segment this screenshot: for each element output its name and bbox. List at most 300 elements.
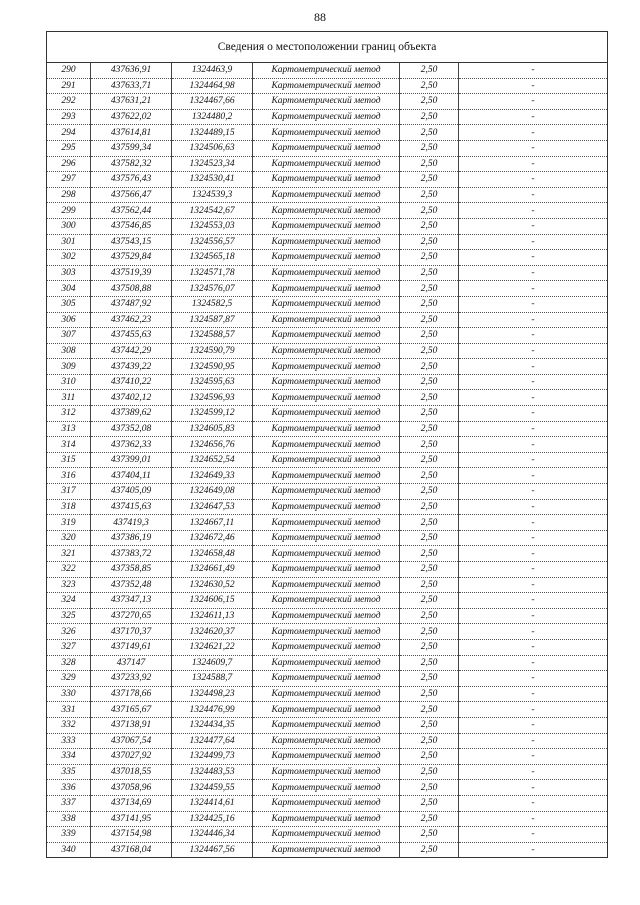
point-number-cell: 305	[47, 296, 91, 312]
precision-cell: 2,50	[400, 655, 459, 671]
coord-y-cell: 1324652,54	[172, 452, 253, 468]
precision-cell: 2,50	[400, 749, 459, 765]
coord-x-cell: 437543,15	[91, 234, 172, 250]
point-number-cell: 323	[47, 577, 91, 593]
point-number-cell: 332	[47, 717, 91, 733]
description-cell: -	[459, 764, 608, 780]
point-number-cell: 316	[47, 468, 91, 484]
coord-x-cell: 437415,63	[91, 499, 172, 515]
section-title: Сведения о местоположении границ объекта	[47, 32, 607, 63]
table-row	[47, 546, 607, 562]
coord-y-cell: 1324620,37	[172, 624, 253, 640]
description-cell: -	[459, 484, 608, 500]
precision-cell: 2,50	[400, 250, 459, 266]
precision-cell: 2,50	[400, 671, 459, 687]
coord-y-cell: 1324596,93	[172, 390, 253, 406]
coord-y-cell: 1324658,48	[172, 546, 253, 562]
description-cell: -	[531, 844, 535, 855]
point-number-cell: 295	[47, 140, 91, 156]
method-cell: Картометрический метод	[253, 250, 400, 266]
coord-x-cell: 437147	[91, 655, 172, 671]
method-cell: Картометрический метод	[253, 827, 400, 843]
coord-y-cell: 1324611,13	[172, 608, 253, 624]
method-cell: Картометрический метод	[253, 140, 400, 156]
precision-cell: 2,50	[400, 94, 459, 110]
description-cell: -	[459, 359, 608, 375]
description-cell: -	[459, 125, 608, 141]
point-number-cell: 313	[47, 421, 91, 437]
coord-x-cell: 437529,84	[91, 250, 172, 266]
precision-cell: 2,50	[400, 686, 459, 702]
boundary-table-sheet	[46, 31, 608, 858]
coord-y-cell: 1324565,18	[172, 250, 253, 266]
method-cell: Картометрический метод	[253, 686, 400, 702]
precision-cell: 2,50	[400, 795, 459, 811]
coord-y-cell: 1324556,57	[172, 234, 253, 250]
precision-cell: 2,50	[400, 140, 459, 156]
coord-x-cell: 437462,23	[91, 312, 172, 328]
table-row	[47, 639, 607, 655]
description-cell: -	[459, 780, 608, 796]
table-row	[47, 530, 607, 546]
coord-y-cell: 1324606,15	[172, 593, 253, 609]
table-row	[47, 78, 607, 94]
coord-x-cell: 437599,34	[91, 140, 172, 156]
precision-cell: 2,50	[400, 172, 459, 188]
table-row	[47, 827, 607, 843]
method-cell: Картометрический метод	[253, 78, 400, 94]
description-cell: -	[459, 686, 608, 702]
coord-y-cell: 1324588,57	[172, 328, 253, 344]
method-cell: Картометрический метод	[253, 265, 400, 281]
table-row	[47, 452, 607, 468]
table-row	[47, 577, 607, 593]
precision-cell: 2,50	[400, 109, 459, 125]
description-cell: -	[459, 328, 608, 344]
coord-y-cell: 1324595,63	[172, 374, 253, 390]
coord-x-cell: 437386,19	[91, 530, 172, 546]
coord-y-cell: 1324446,34	[172, 827, 253, 843]
coord-y-cell: 1324667,11	[172, 515, 253, 531]
coord-y-cell: 1324523,34	[172, 156, 253, 172]
coord-y-cell: 1324476,99	[172, 702, 253, 718]
method-cell: Картометрический метод	[253, 109, 400, 125]
precision-cell: 2,50	[400, 562, 459, 578]
table-row	[47, 780, 607, 796]
table-row	[47, 328, 607, 344]
coord-y-cell: 1324590,95	[172, 359, 253, 375]
coord-x-cell: 437165,67	[91, 702, 172, 718]
coord-y-cell: 1324542,67	[172, 203, 253, 219]
point-number-cell: 314	[47, 437, 91, 453]
coord-y-cell: 1324553,03	[172, 218, 253, 234]
point-number-cell: 324	[47, 593, 91, 609]
method-cell: Картометрический метод	[253, 546, 400, 562]
description-cell: -	[459, 172, 608, 188]
table-row	[47, 203, 607, 219]
table-row	[47, 717, 607, 733]
table-row	[47, 608, 607, 624]
coord-y-cell: 1324590,79	[172, 343, 253, 359]
coord-x-cell: 437442,29	[91, 343, 172, 359]
coord-y-cell: 1324599,12	[172, 406, 253, 422]
coord-x-cell: 437519,39	[91, 265, 172, 281]
coord-x-cell: 437233,92	[91, 671, 172, 687]
description-cell: -	[459, 811, 608, 827]
table-row	[47, 281, 607, 297]
point-number-cell: 308	[47, 343, 91, 359]
coordinates-table	[47, 63, 607, 857]
coord-x-cell: 437154,98	[91, 827, 172, 843]
point-number-cell: 298	[47, 187, 91, 203]
point-number-cell: 300	[47, 218, 91, 234]
coord-x-cell: 437410,22	[91, 374, 172, 390]
coord-x-cell: 437399,01	[91, 452, 172, 468]
precision-cell: 2,50	[400, 63, 459, 78]
coord-y-cell: 1324530,41	[172, 172, 253, 188]
table-row	[47, 593, 607, 609]
table-row	[47, 94, 607, 110]
table-row	[47, 265, 607, 281]
precision-cell: 2,50	[400, 328, 459, 344]
description-cell: -	[459, 140, 608, 156]
table-row	[47, 359, 607, 375]
coord-x-cell: 437546,85	[91, 218, 172, 234]
precision-cell: 2,50	[400, 203, 459, 219]
coord-x-cell: 437352,48	[91, 577, 172, 593]
coord-y-cell: 1324434,35	[172, 717, 253, 733]
table-row	[47, 749, 607, 765]
table-row	[47, 312, 607, 328]
table-row	[47, 624, 607, 640]
coord-y-cell: 1324489,15	[172, 125, 253, 141]
precision-cell: 2,50	[400, 702, 459, 718]
method-cell: Картометрический метод	[253, 374, 400, 390]
point-number-cell: 302	[47, 250, 91, 266]
method-cell: Картометрический метод	[253, 187, 400, 203]
point-number-cell: 317	[47, 484, 91, 500]
precision-cell: 2,50	[400, 530, 459, 546]
coord-y-cell: 1324539,3	[172, 187, 253, 203]
coordinates-table-body	[47, 63, 607, 857]
method-cell: Картометрический метод	[253, 421, 400, 437]
table-row	[47, 390, 607, 406]
coord-x-cell: 437270,65	[91, 608, 172, 624]
coord-y-cell: 1324587,87	[172, 312, 253, 328]
description-cell: -	[459, 624, 608, 640]
table-row	[47, 671, 607, 687]
coord-x-cell: 437562,44	[91, 203, 172, 219]
table-row	[47, 63, 607, 78]
description-cell: -	[459, 281, 608, 297]
description-cell: -	[459, 78, 608, 94]
coord-y-cell: 1324414,61	[172, 795, 253, 811]
method-cell: Картометрический метод	[253, 437, 400, 453]
coord-x-cell: 437383,72	[91, 546, 172, 562]
description-cell: -	[459, 250, 608, 266]
table-row	[47, 296, 607, 312]
point-number-cell: 312	[47, 406, 91, 422]
point-number-cell: 309	[47, 359, 91, 375]
precision-cell: 2,50	[400, 437, 459, 453]
coord-x-cell: 437622,02	[91, 109, 172, 125]
coord-x-cell: 437633,71	[91, 78, 172, 94]
precision-cell: 2,50	[400, 265, 459, 281]
table-row	[47, 421, 607, 437]
coord-x-cell: 437508,88	[91, 281, 172, 297]
table-row	[47, 218, 607, 234]
coord-y-cell: 1324582,5	[172, 296, 253, 312]
method-cell: Картометрический метод	[253, 406, 400, 422]
method-cell: Картометрический метод	[253, 811, 400, 827]
table-row	[47, 562, 607, 578]
precision-cell: 2,50	[400, 312, 459, 328]
precision-cell: 2,50	[400, 452, 459, 468]
coord-y-cell: 1324506,63	[172, 140, 253, 156]
coord-y-cell: 1324477,64	[172, 733, 253, 749]
method-cell: Картометрический метод	[253, 577, 400, 593]
coord-x-cell: 437027,92	[91, 749, 172, 765]
method-cell: Картометрический метод	[253, 593, 400, 609]
point-number-cell: 318	[47, 499, 91, 515]
coord-x-cell: 437168,04	[91, 842, 172, 857]
description-cell: -	[459, 421, 608, 437]
description-cell: -	[459, 234, 608, 250]
point-number-cell: 327	[47, 639, 91, 655]
coord-x-cell: 437352,08	[91, 421, 172, 437]
table-row	[47, 764, 607, 780]
method-cell: Картометрический метод	[253, 749, 400, 765]
description-cell: -	[459, 406, 608, 422]
point-number-cell: 292	[47, 94, 91, 110]
description-cell: -	[459, 374, 608, 390]
point-number-cell: 301	[47, 234, 91, 250]
method-cell: Картометрический метод	[253, 281, 400, 297]
point-number-cell: 294	[47, 125, 91, 141]
precision-cell: 2,50	[400, 577, 459, 593]
method-cell: Картометрический метод	[253, 733, 400, 749]
description-cell: -	[459, 702, 608, 718]
table-row	[47, 795, 607, 811]
precision-cell: 2,50	[400, 78, 459, 94]
coord-x-cell: 437636,91	[91, 63, 172, 78]
method-cell: Картометрический метод	[253, 515, 400, 531]
table-row	[47, 156, 607, 172]
coord-x-cell: 437419,3	[91, 515, 172, 531]
coord-x-cell: 437018,55	[91, 764, 172, 780]
table-row	[47, 437, 607, 453]
description-cell: -	[459, 593, 608, 609]
table-row	[47, 733, 607, 749]
precision-cell: 2,50	[400, 593, 459, 609]
point-number-cell: 331	[47, 702, 91, 718]
coord-y-cell: 1324425,16	[172, 811, 253, 827]
table-row	[47, 499, 607, 515]
table-row	[47, 250, 607, 266]
point-number-cell: 304	[47, 281, 91, 297]
coord-y-cell: 1324621,22	[172, 639, 253, 655]
method-cell: Картометрический метод	[253, 172, 400, 188]
coord-y-cell: 1324459,55	[172, 780, 253, 796]
coord-y-cell: 1324480,2	[172, 109, 253, 125]
method-cell: Картометрический метод	[253, 639, 400, 655]
description-cell: -	[459, 546, 608, 562]
coord-y-cell: 1324588,7	[172, 671, 253, 687]
description-cell: -	[459, 827, 608, 843]
precision-cell: 2,50	[400, 156, 459, 172]
method-cell: Картометрический метод	[253, 156, 400, 172]
coord-x-cell: 437405,09	[91, 484, 172, 500]
point-number-cell: 338	[47, 811, 91, 827]
method-cell: Картометрический метод	[253, 234, 400, 250]
point-number-cell: 299	[47, 203, 91, 219]
precision-cell: 2,50	[400, 546, 459, 562]
precision-cell: 2,50	[400, 764, 459, 780]
coord-x-cell: 437058,96	[91, 780, 172, 796]
precision-cell: 2,50	[400, 218, 459, 234]
table-row	[47, 515, 607, 531]
method-cell: Картометрический метод	[253, 452, 400, 468]
description-cell: -	[459, 655, 608, 671]
table-row	[47, 374, 607, 390]
coord-x-cell: 437170,37	[91, 624, 172, 640]
point-number-cell: 293	[47, 109, 91, 125]
method-cell: Картометрический метод	[253, 764, 400, 780]
precision-cell: 2,50	[400, 499, 459, 515]
description-cell: -	[459, 562, 608, 578]
coord-x-cell: 437576,43	[91, 172, 172, 188]
table-row	[47, 484, 607, 500]
precision-cell: 2,50	[400, 187, 459, 203]
precision-cell: 2,50	[400, 639, 459, 655]
coord-y-cell: 1324571,78	[172, 265, 253, 281]
coord-y-cell: 1324498,23	[172, 686, 253, 702]
coord-x-cell: 437178,66	[91, 686, 172, 702]
method-cell: Картометрический метод	[253, 296, 400, 312]
method-cell: Картометрический метод	[253, 203, 400, 219]
point-number-cell: 330	[47, 686, 91, 702]
table-row	[47, 109, 607, 125]
method-cell: Картометрический метод	[253, 780, 400, 796]
coord-x-cell: 437134,69	[91, 795, 172, 811]
precision-cell: 2,50	[400, 733, 459, 749]
method-cell: Картометрический метод	[253, 608, 400, 624]
coord-x-cell: 437631,21	[91, 94, 172, 110]
method-cell: Картометрический метод	[253, 63, 400, 78]
point-number-cell: 307	[47, 328, 91, 344]
coord-y-cell: 1324672,46	[172, 530, 253, 546]
point-number-cell: 322	[47, 562, 91, 578]
precision-cell: 2,50	[400, 406, 459, 422]
coord-x-cell: 437067,54	[91, 733, 172, 749]
page-number: 88	[314, 10, 326, 24]
precision-cell: 2,50	[400, 390, 459, 406]
table-row	[47, 686, 607, 702]
method-cell: Картометрический метод	[253, 484, 400, 500]
method-cell: Картометрический метод	[253, 390, 400, 406]
method-cell: Картометрический метод	[253, 468, 400, 484]
point-number-cell: 303	[47, 265, 91, 281]
description-cell: -	[459, 312, 608, 328]
point-number-cell: 340	[47, 842, 91, 857]
table-row	[47, 702, 607, 718]
precision-cell: 2,50	[400, 515, 459, 531]
point-number-cell: 326	[47, 624, 91, 640]
method-cell: Картометрический метод	[253, 842, 400, 857]
coord-x-cell: 437614,81	[91, 125, 172, 141]
coord-y-cell: 1324467,56	[172, 842, 253, 857]
point-number-cell: 319	[47, 515, 91, 531]
point-number-cell: 306	[47, 312, 91, 328]
coord-y-cell: 1324649,33	[172, 468, 253, 484]
precision-cell: 2,50	[400, 281, 459, 297]
method-cell: Картометрический метод	[253, 312, 400, 328]
precision-cell: 2,50	[400, 234, 459, 250]
description-cell: -	[459, 749, 608, 765]
description-cell: -	[459, 608, 608, 624]
method-cell: Картометрический метод	[253, 328, 400, 344]
method-cell: Картометрический метод	[253, 530, 400, 546]
coord-y-cell: 1324467,66	[172, 94, 253, 110]
table-row	[47, 187, 607, 203]
description-cell: -	[459, 452, 608, 468]
table-row	[47, 140, 607, 156]
method-cell: Картометрический метод	[253, 562, 400, 578]
coord-x-cell: 437487,92	[91, 296, 172, 312]
precision-cell: 2,50	[400, 608, 459, 624]
point-number-cell: 333	[47, 733, 91, 749]
coord-x-cell: 437455,63	[91, 328, 172, 344]
precision-cell: 2,50	[400, 624, 459, 640]
precision-cell: 2,50	[400, 421, 459, 437]
point-number-cell: 296	[47, 156, 91, 172]
point-number-cell: 297	[47, 172, 91, 188]
description-cell: -	[459, 296, 608, 312]
precision-cell: 2,50	[400, 780, 459, 796]
description-cell: -	[459, 343, 608, 359]
point-number-cell: 337	[47, 795, 91, 811]
method-cell: Картометрический метод	[253, 359, 400, 375]
description-cell: -	[459, 218, 608, 234]
coord-x-cell: 437582,32	[91, 156, 172, 172]
description-cell: -	[459, 639, 608, 655]
coord-x-cell: 437358,85	[91, 562, 172, 578]
description-cell: -	[459, 499, 608, 515]
precision-cell: 2,50	[400, 343, 459, 359]
coord-x-cell: 437149,61	[91, 639, 172, 655]
coord-y-cell: 1324464,98	[172, 78, 253, 94]
coord-x-cell: 437141,95	[91, 811, 172, 827]
point-number-cell: 321	[47, 546, 91, 562]
description-cell: -	[459, 390, 608, 406]
description-cell: -	[459, 63, 608, 78]
table-row	[47, 842, 607, 857]
method-cell: Картометрический метод	[253, 499, 400, 515]
method-cell: Картометрический метод	[253, 125, 400, 141]
method-cell: Картометрический метод	[253, 94, 400, 110]
point-number-cell: 339	[47, 827, 91, 843]
coord-y-cell: 1324605,83	[172, 421, 253, 437]
description-cell: -	[459, 515, 608, 531]
description-cell: -	[459, 468, 608, 484]
precision-cell: 2,50	[400, 296, 459, 312]
method-cell: Картометрический метод	[253, 218, 400, 234]
method-cell: Картометрический метод	[253, 717, 400, 733]
point-number-cell: 311	[47, 390, 91, 406]
point-number-cell: 310	[47, 374, 91, 390]
coord-y-cell: 1324647,53	[172, 499, 253, 515]
method-cell: Картометрический метод	[253, 655, 400, 671]
